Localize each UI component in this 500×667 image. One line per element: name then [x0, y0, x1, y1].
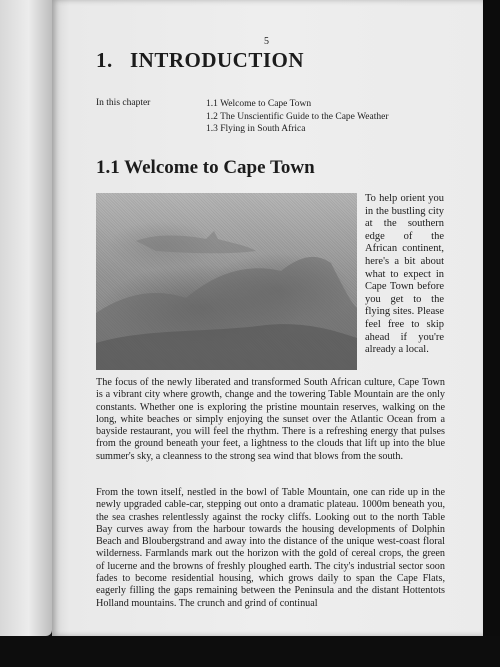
- table-mountain-photo: [96, 193, 357, 370]
- chapter-number: 1.: [96, 48, 113, 72]
- toc-label: In this chapter: [96, 98, 151, 108]
- toc-list: [206, 98, 389, 136]
- background-bottom: [0, 636, 500, 667]
- mountain-silhouette: [96, 193, 357, 370]
- chapter-title: INTRODUCTION: [130, 48, 305, 72]
- toc-item: 1.3 Flying in South Africa: [206, 124, 306, 134]
- page-number: 5: [264, 36, 269, 47]
- intro-side-text: To help orient you in the bustling city at the southern edge of the African continent, here's a bit about what to expect in Cape Town before you get to the flying sites. Please feel free to skip ahead if you're already a local.: [365, 193, 444, 356]
- toc-item: 1.1 Welcome to Cape Town: [206, 99, 312, 109]
- chapter-heading: [96, 48, 304, 73]
- section-heading: 1.1 Welcome to Cape Town: [96, 157, 315, 178]
- facing-page-edge: [0, 0, 52, 636]
- background-right: [483, 0, 500, 667]
- body-paragraph-1: The focus of the newly liberated and transformed South African culture, Cape Town is a vibrant city where growth, change and the towering Table Mountain are the only constants. Whether one is exploring the pristine mountain reserves, walking on the long, white beaches or simply enjoying the sunset over the Atlantic Ocean from a bayside restaurant, you will feel the rhythm. There is a refreshing energy that pulses from the ground beneath your feet, a lightness to the clouds that lift up into the blue summer's sky, a cleanness to the strong sea wind that blows from the south.: [96, 377, 445, 462]
- toc-item: 1.2 The Unscientific Guide to the Cape Weather: [206, 111, 389, 122]
- body-paragraph-2: From the town itself, nestled in the bowl of Table Mountain, one can ride up in the newly upgraded cable-car, stepping out onto a dramatic plateau. 1000m beneath you, the sea crashes relentlessly against the rocky cliffs. Looking out to the north Table Bay curves away from the harbour towards the housing developments of Dolphin Beach and Bloubergstrand and away into the distance of the unique west-coast floral wilderness. Farmlands mark out the horizon with the gold of cereal crops, the green of lucerne and the browns of freshly ploughed earth. The city's industrial sector soon fades to become residential housing, which grows daily to span the Cape Flats, eagerly filling the gaps remaining between the Peninsula and the distant Hottentots Holland mountains. The crunch and grind of continual: [96, 487, 445, 609]
- book-page: [52, 0, 483, 636]
